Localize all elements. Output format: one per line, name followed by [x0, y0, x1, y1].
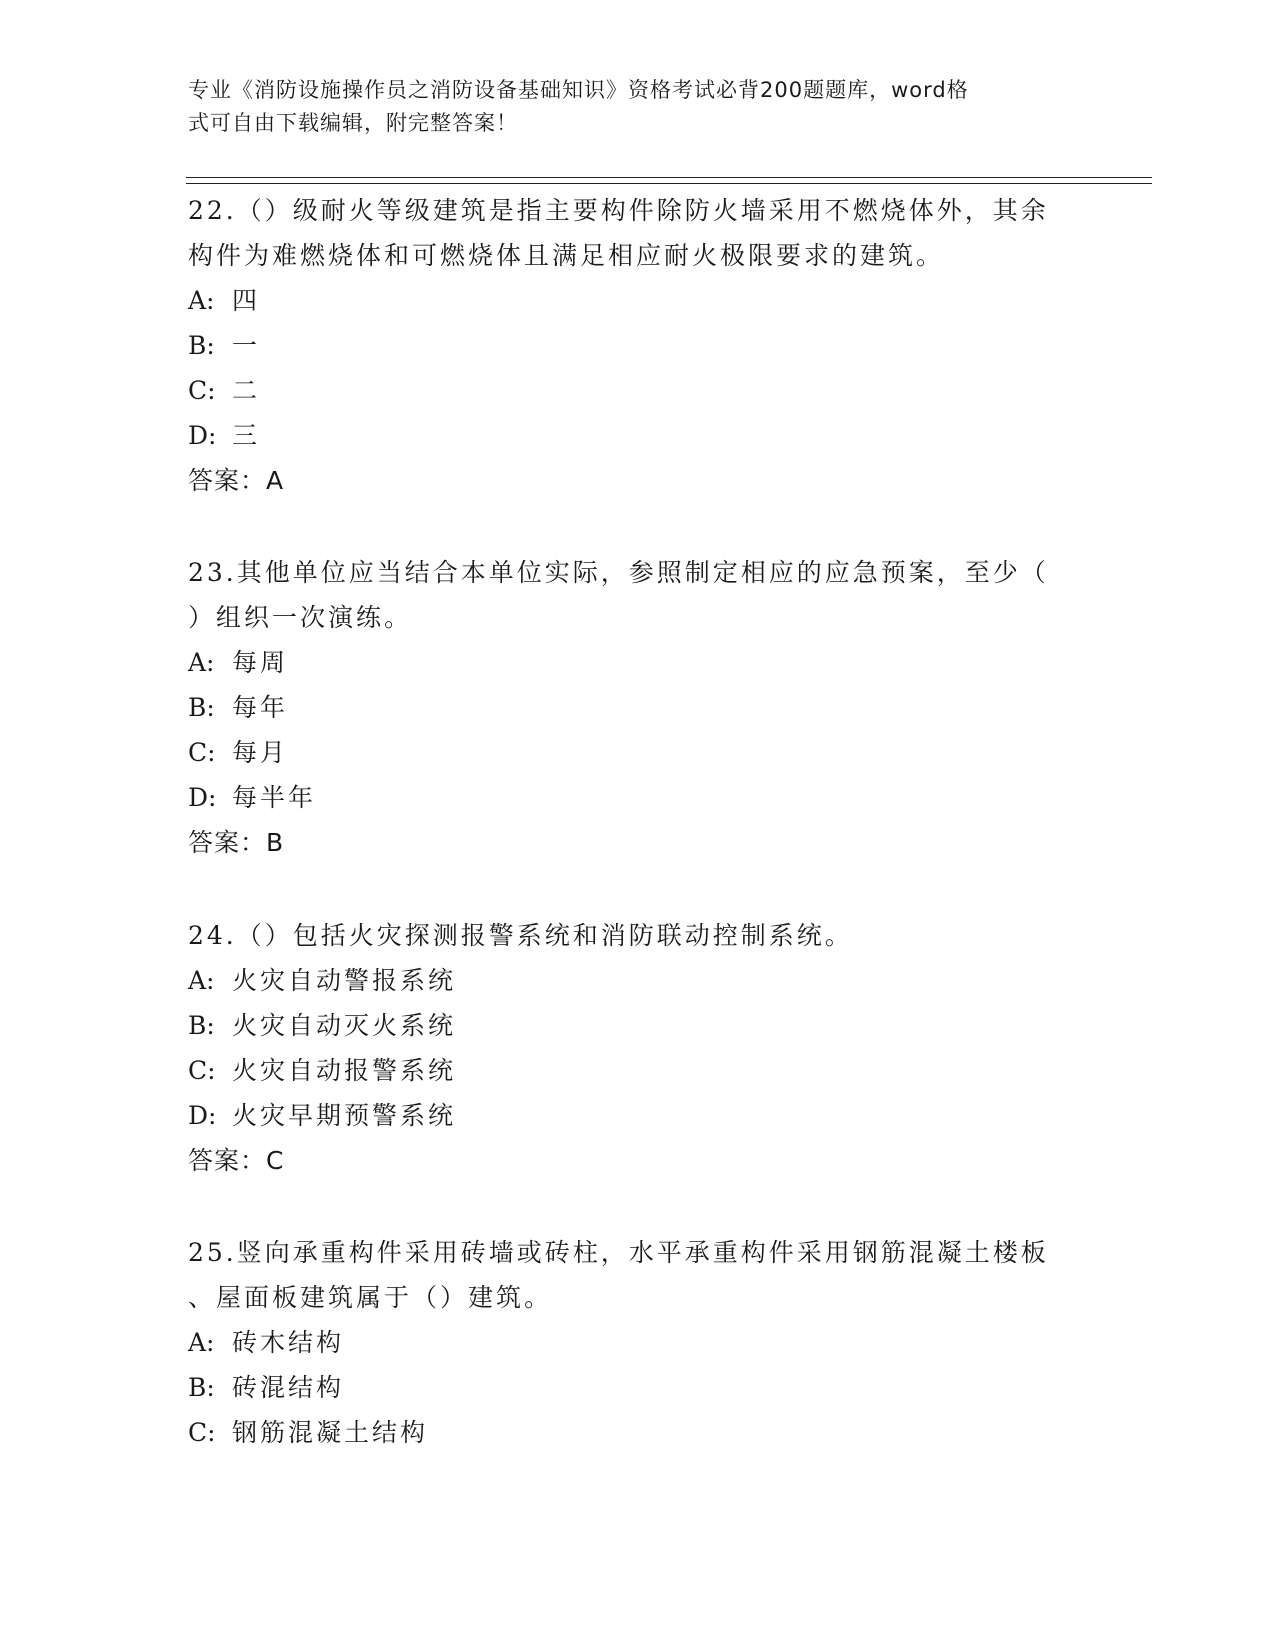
option-key: D: [188, 421, 217, 450]
option-text: 火灾自动警报系统 [232, 966, 457, 995]
header-line-1: 专业《消防设施操作员之消防设备基础知识》资格考试必背200题题库，word格 [188, 78, 969, 102]
option-b [188, 685, 1068, 730]
option-text: 火灾早期预警系统 [232, 1101, 457, 1130]
option-c [188, 1410, 1068, 1455]
answer-line: 答案：B [188, 828, 285, 857]
option-text: 每周 [232, 648, 289, 677]
header-divider-top [186, 177, 1152, 178]
option-text: 每半年 [232, 783, 317, 812]
option-key: A: [188, 286, 215, 315]
option-b [188, 1003, 1068, 1048]
option-key: A: [188, 966, 215, 995]
option-a [188, 640, 1068, 685]
option-c [188, 1048, 1068, 1093]
option-c [188, 368, 1068, 413]
option-key: C: [188, 376, 216, 405]
question-stem-line: 22.（）级耐火等级建筑是指主要构件除防火墙采用不燃烧体外，其余 [188, 196, 1049, 225]
option-b [188, 1365, 1068, 1410]
option-d [188, 1093, 1068, 1138]
question-24 [188, 913, 1068, 1183]
header-line-2: 式可自由下载编辑，附完整答案！ [188, 111, 518, 135]
option-text: 四 [232, 286, 261, 315]
option-key: B: [188, 1373, 215, 1402]
answer-line: 答案：C [188, 1146, 285, 1175]
option-text: 火灾自动灭火系统 [232, 1011, 457, 1040]
option-key: D: [188, 783, 217, 812]
question-stem-line: 25.竖向承重构件采用砖墙或砖柱，水平承重构件采用钢筋混凝土楼板 [188, 1238, 1049, 1267]
option-c [188, 730, 1068, 775]
option-b [188, 323, 1068, 368]
option-text: 每月 [232, 738, 289, 767]
question-25 [188, 1230, 1068, 1455]
option-d [188, 775, 1068, 820]
option-text: 砖木结构 [232, 1328, 345, 1357]
option-text: 一 [232, 331, 261, 360]
option-key: B: [188, 331, 215, 360]
answer-line: 答案：A [188, 466, 285, 495]
question-22 [188, 188, 1068, 503]
option-key: A: [188, 648, 215, 677]
option-key: C: [188, 1418, 216, 1447]
question-stem-line: 构件为难燃烧体和可燃烧体且满足相应耐火极限要求的建筑。 [188, 241, 945, 270]
option-text: 每年 [232, 693, 289, 722]
option-a [188, 278, 1068, 323]
option-key: B: [188, 693, 215, 722]
question-stem-line: 、屋面板建筑属于（）建筑。 [188, 1283, 553, 1312]
option-key: C: [188, 1056, 216, 1085]
option-a [188, 958, 1068, 1003]
option-text: 钢筋混凝土结构 [232, 1418, 429, 1447]
option-text: 火灾自动报警系统 [232, 1056, 457, 1085]
option-a [188, 1320, 1068, 1365]
option-key: C: [188, 738, 216, 767]
option-text: 三 [232, 421, 261, 450]
question-stem-line: ）组织一次演练。 [188, 603, 413, 632]
option-key: A: [188, 1328, 215, 1357]
option-d [188, 413, 1068, 458]
question-23 [188, 550, 1068, 865]
option-key: D: [188, 1101, 217, 1130]
header-divider-bottom [186, 183, 1152, 184]
option-key: B: [188, 1011, 215, 1040]
option-text: 砖混结构 [232, 1373, 345, 1402]
question-stem-line: 24.（）包括火灾探测报警系统和消防联动控制系统。 [188, 921, 853, 950]
option-text: 二 [232, 376, 261, 405]
document-header [188, 74, 1068, 140]
question-stem-line: 23.其他单位应当结合本单位实际，参照制定相应的应急预案，至少（ [188, 558, 1049, 587]
